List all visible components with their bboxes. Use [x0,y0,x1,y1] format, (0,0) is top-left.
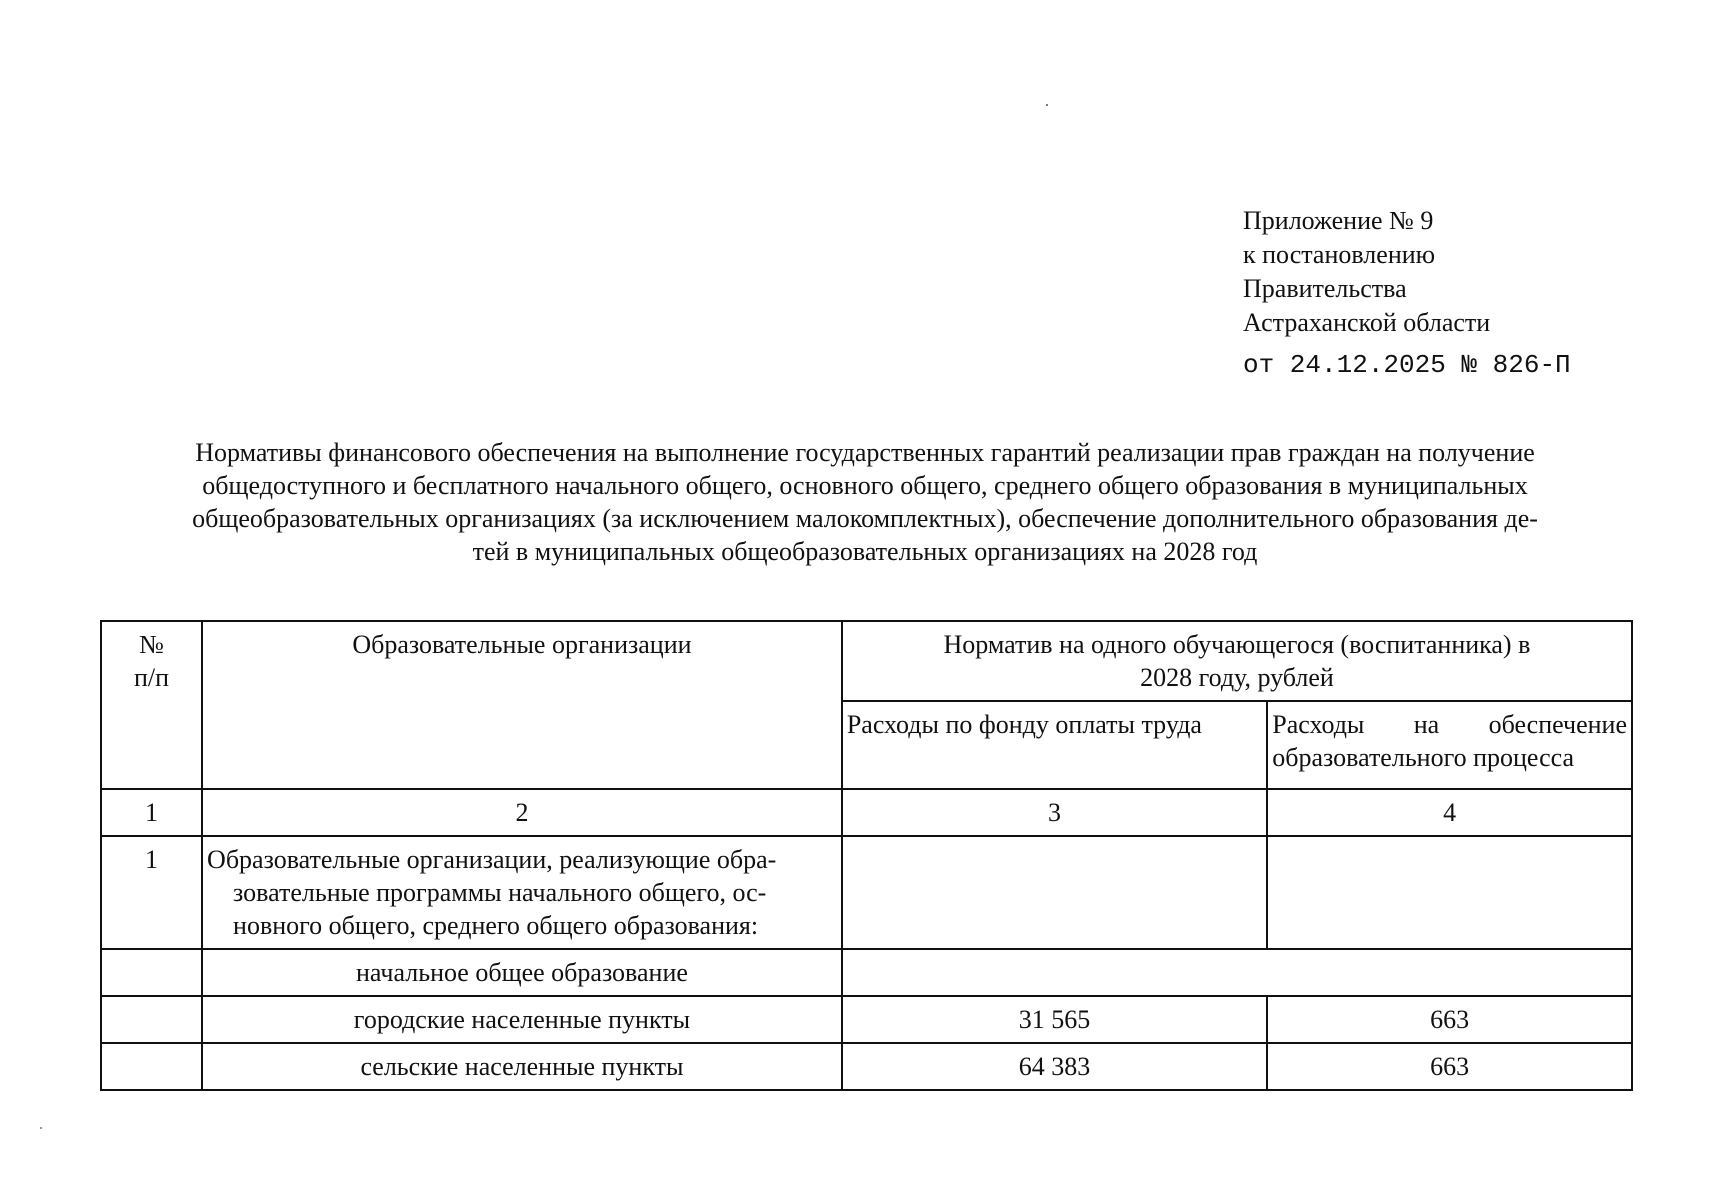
table-row [101,1043,1632,1090]
group-row [101,836,1632,949]
row-num-empty [101,996,202,1043]
appendix-ref: к постановлению [1243,240,1436,269]
scan-speck [1046,104,1048,106]
title-line-1: Нормативы финансового обеспечения на выполнение государственных гарантий реализации прав граждан на получение [195,438,1535,467]
row-num-empty [101,1043,202,1090]
row-process: 663 [1267,1043,1632,1090]
row-name: сельские населенные пункты [202,1043,842,1090]
column-number-row [101,789,1632,836]
header-num: № п/п [101,621,202,789]
row-name: городские населенные пункты [202,996,842,1043]
title-line-3: общеобразовательных организациях (за исключением малокомплектных), обеспечение дополнительного образования де- [192,504,1538,533]
row-process: 663 [1267,996,1632,1043]
table-row [101,996,1632,1043]
header-process: Расходы на обеспечение образовательного процесса [1267,701,1632,789]
appendix-region: Астраханской области [1243,308,1491,337]
group-name: Образовательные организации, реализующие обра- зовательные программы начального общего, ос- новного общего, среднего общего образования: [202,836,842,949]
group-payroll-empty [842,836,1267,949]
subgroup-row [101,949,1632,996]
norms-table [100,620,1633,1091]
document-title [105,436,1625,568]
header-row [101,621,1632,701]
header-org: Образовательные организации [202,621,842,789]
subgroup-values-empty [842,949,1632,996]
group-process-empty [1267,836,1632,949]
header-norm: Норматив на одного обучающегося (воспитанника) в 2028 году, рублей [842,621,1632,701]
column-number: 2 [202,789,842,836]
title-line-4: тей в муниципальных общеобразовательных организациях на 2028 год [472,537,1258,566]
header-payroll: Расходы по фонду оплаты труда [842,701,1267,789]
scan-speck [40,1127,42,1129]
group-num: 1 [101,836,202,949]
title-line-2: общедоступного и бесплатного начального общего, основного общего, среднего общего образования в муниципальных [202,471,1528,500]
appendix-date-stamp: от 24.12.2025 № 826-П [1243,350,1571,380]
appendix-number: Приложение № 9 [1243,206,1434,235]
subgroup-name: начальное общее образование [202,949,842,996]
appendix-issuer: Правительства [1243,274,1407,303]
row-payroll: 31 565 [842,996,1267,1043]
column-number: 3 [842,789,1267,836]
column-number: 4 [1267,789,1632,836]
appendix-block [1243,204,1571,382]
column-number: 1 [101,789,202,836]
row-payroll: 64 383 [842,1043,1267,1090]
subgroup-num-empty [101,949,202,996]
